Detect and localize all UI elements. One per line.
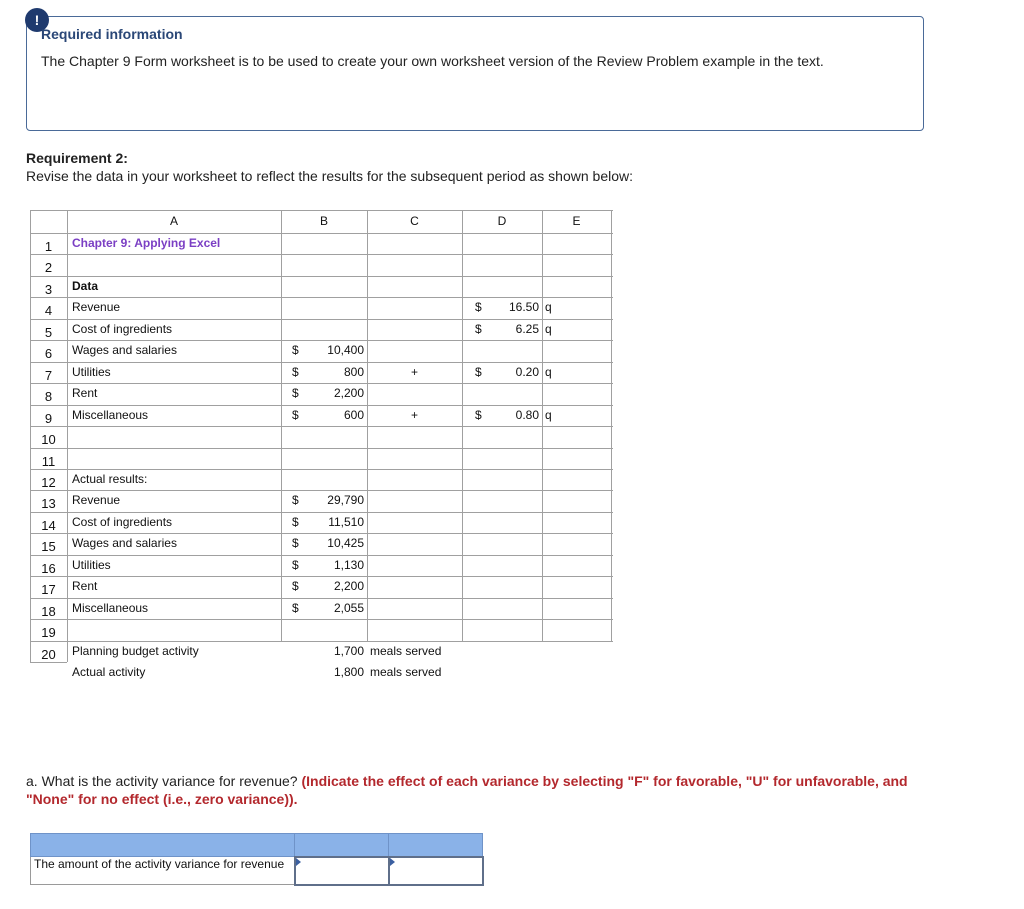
- row-number: 19: [41, 625, 56, 641]
- value-b: 2,055: [333, 600, 364, 615]
- value-b: 600: [343, 407, 364, 422]
- unit-q: q: [545, 364, 552, 379]
- plus-sign: +: [410, 407, 418, 422]
- dollar-sign: $: [292, 600, 299, 615]
- label-rent: Rent: [72, 386, 98, 401]
- dollar-sign: $: [475, 364, 482, 379]
- sheet-title: Chapter 9: Applying Excel: [72, 236, 221, 250]
- actual-label: Miscellaneous: [72, 600, 149, 615]
- value-b: 10,400: [327, 343, 364, 358]
- row-number: 13: [41, 496, 56, 512]
- dollar-sign: $: [475, 407, 482, 422]
- actual-label: Utilities: [72, 557, 111, 572]
- dollar-sign: $: [292, 557, 299, 572]
- label-utilities: Utilities: [72, 364, 111, 379]
- row-number: 15: [41, 539, 56, 555]
- row-number: 10: [41, 432, 56, 448]
- row-number: 3: [44, 281, 53, 297]
- dollar-sign: $: [292, 386, 299, 401]
- info-text: The Chapter 9 Form worksheet is to be used to create your own worksheet version of the Review Problem example in the text.: [41, 53, 824, 69]
- column-header-b: B: [319, 214, 328, 228]
- row-number: 2: [44, 260, 53, 276]
- answer-table: [30, 833, 484, 886]
- value-d: 16.50: [508, 300, 539, 315]
- info-title: Required information: [41, 26, 183, 42]
- row-number: 18: [41, 603, 56, 619]
- unit-q: q: [545, 321, 552, 336]
- row-number: 16: [41, 560, 56, 576]
- actual-label: Wages and salaries: [72, 536, 177, 551]
- label-ingredients: Cost of ingredients: [72, 321, 173, 336]
- label-misc: Miscellaneous: [72, 407, 149, 422]
- actual-results-label: Actual results:: [72, 471, 148, 486]
- row-number: 6: [44, 346, 53, 362]
- column-header-a: A: [169, 214, 178, 228]
- row-number: 1: [44, 239, 53, 254]
- value-d: 0.80: [515, 407, 539, 422]
- value-b: 29,790: [327, 493, 364, 508]
- alert-icon: !: [25, 8, 49, 32]
- dollar-sign: $: [475, 321, 482, 336]
- value-b: 2,200: [333, 579, 364, 594]
- input-marker-icon: [390, 858, 395, 866]
- question-text: a. What is the activity variance for revenue?: [26, 773, 302, 789]
- question-instruction: (Indicate the effect of each variance by selecting "F" for favorable, "U" for unfavorable, and "None" for no effect (i.e., zero variance)).: [26, 773, 908, 807]
- planning-unit: meals served: [370, 643, 442, 658]
- answer-label: The amount of the activity variance for revenue: [31, 857, 295, 885]
- row-number: 17: [41, 582, 56, 598]
- label-wages: Wages and salaries: [72, 343, 177, 358]
- value-b: 800: [343, 364, 364, 379]
- dollar-sign: $: [292, 343, 299, 358]
- data-label: Data: [72, 278, 99, 293]
- worksheet-grid: [30, 210, 613, 682]
- planning-activity-label: Planning budget activity: [72, 643, 199, 658]
- actual-label: Cost of ingredients: [72, 514, 173, 529]
- value-b: 2,200: [333, 386, 364, 401]
- variance-effect-select[interactable]: [389, 857, 483, 885]
- dollar-sign: $: [292, 579, 299, 594]
- requirement-text: Revise the data in your worksheet to reflect the results for the subsequent period as shown below:: [26, 168, 634, 184]
- question: [26, 772, 956, 808]
- actual-activity-unit: meals served: [370, 665, 442, 679]
- row-number: 4: [44, 303, 53, 319]
- row-number: 9: [44, 410, 53, 426]
- row-number: 20: [41, 646, 56, 662]
- value-b: 11,510: [328, 514, 364, 529]
- plus-sign: +: [410, 364, 418, 379]
- row-number: 7: [44, 367, 53, 383]
- planning-value: 1,700: [333, 643, 364, 658]
- column-header-e: E: [572, 214, 581, 228]
- answer-row: [31, 857, 483, 885]
- row-number: 12: [41, 474, 56, 490]
- dollar-sign: $: [292, 493, 299, 508]
- dollar-sign: $: [292, 364, 299, 379]
- actual-label: Rent: [72, 579, 98, 594]
- input-marker-icon: [296, 858, 301, 866]
- row-number: 8: [44, 389, 53, 405]
- row-number: 14: [41, 517, 56, 533]
- dollar-sign: $: [292, 407, 299, 422]
- actual-activity-label: Actual activity: [72, 665, 146, 679]
- requirement-title: Requirement 2:: [26, 150, 128, 166]
- value-d: 6.25: [515, 321, 539, 336]
- value-b: 1,130: [333, 557, 364, 572]
- dollar-sign: $: [292, 536, 299, 551]
- value-b: 10,425: [327, 536, 364, 551]
- dollar-sign: $: [292, 514, 299, 529]
- label-revenue: Revenue: [72, 300, 121, 315]
- answer-header-row: [31, 834, 483, 857]
- value-d: 0.20: [515, 364, 539, 379]
- column-header-c: C: [410, 214, 419, 228]
- unit-q: q: [545, 300, 552, 315]
- variance-amount-input[interactable]: [295, 857, 389, 885]
- dollar-sign: $: [475, 300, 482, 315]
- actual-label: Revenue: [72, 493, 121, 508]
- row-number: 5: [44, 324, 53, 340]
- row-number: 11: [41, 453, 56, 469]
- unit-q: q: [545, 407, 552, 422]
- actual-activity-value: 1,800: [333, 665, 364, 679]
- column-header-d: D: [497, 214, 507, 228]
